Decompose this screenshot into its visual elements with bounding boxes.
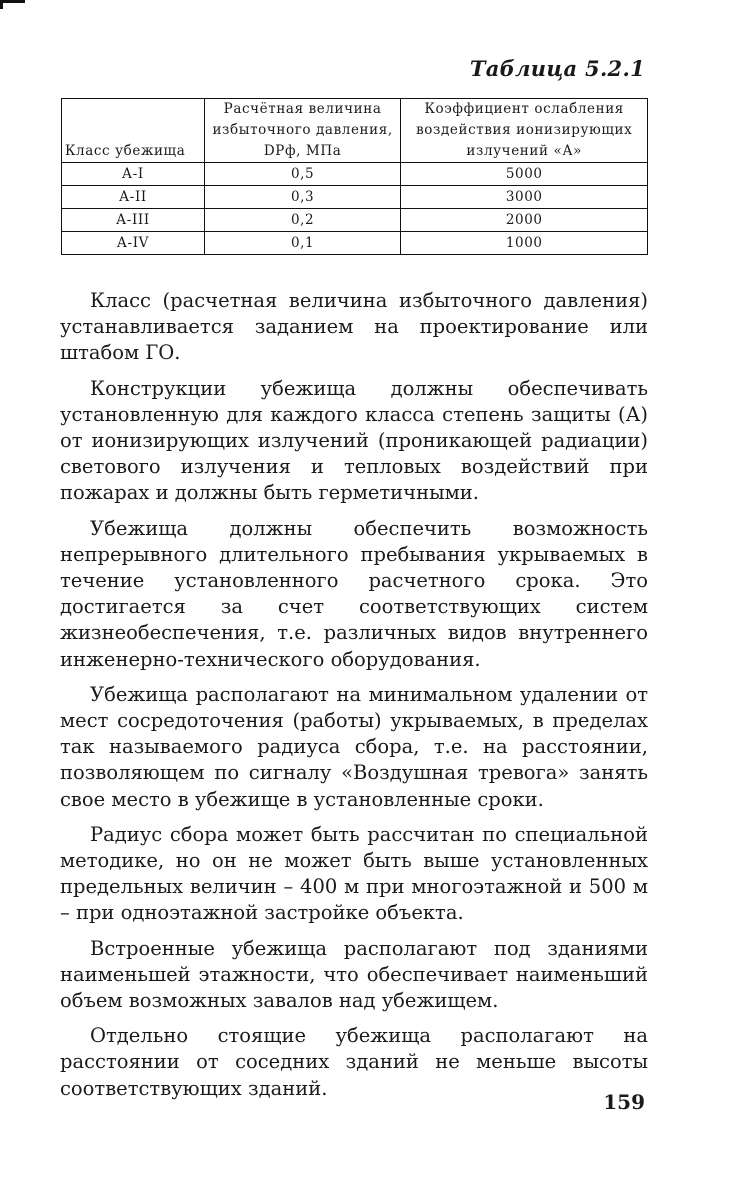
table-cell-class: А-I bbox=[62, 163, 205, 186]
table-cell-pressure: 0,5 bbox=[204, 163, 401, 186]
table-cell-class: А-III bbox=[62, 209, 205, 232]
body-text bbox=[60, 288, 648, 1111]
table-cell-pressure: 0,1 bbox=[204, 232, 401, 255]
table-row bbox=[62, 186, 648, 209]
table-cell-pressure: 0,2 bbox=[204, 209, 401, 232]
paragraph: Убежища располагают на минимальном удалении от мест сосредоточения (работы) укрываемых, в пределах так называемого радиуса сбора, т.е. на расстоянии, позволяющем по сигналу «Воздушная тревога» занять свое место в убежище в установленные сроки. bbox=[60, 682, 648, 811]
table-row bbox=[62, 163, 648, 186]
paragraph: Класс (расчетная величина избыточного давления) устанавливается заданием на проектирование или штабом ГО. bbox=[60, 289, 648, 365]
scan-corner-mark bbox=[0, 0, 25, 9]
column-header-pressure: Расчётная величина избыточного давления, DРф, МПа bbox=[204, 99, 401, 163]
table-cell-attenuation: 1000 bbox=[401, 232, 648, 255]
table-header-row bbox=[62, 99, 648, 163]
paragraph: Радиус сбора может быть рассчитан по специальной методике, но он не может быть выше установленных предельных величин – 400 м при многоэтажной и 500 м – при одноэтажной застройке объекта. bbox=[60, 822, 648, 925]
paragraph: Встроенные убежища располагают под зданиями наименьшей этажности, что обеспечивает наименьший объем возможных завалов над убежищем. bbox=[60, 936, 648, 1013]
table-caption: Таблица 5.2.1 bbox=[469, 56, 645, 81]
page-number: 159 bbox=[603, 1090, 645, 1114]
column-header-attenuation: Коэффициент ослабления воздействия ионизирующих излучений «А» bbox=[401, 99, 648, 163]
table-row bbox=[62, 209, 648, 232]
table-cell-attenuation: 5000 bbox=[401, 163, 648, 186]
table-cell-attenuation: 2000 bbox=[401, 209, 648, 232]
table-cell-attenuation: 3000 bbox=[401, 186, 648, 209]
table-cell-class: А-IV bbox=[62, 232, 205, 255]
paragraph: Конструкции убежища должны обеспечивать установленную для каждого класса степень защиты (А) от ионизирующих излучений (проникающей радиации) светового излучения и тепловых воздействий при пожарах и должны быть герметичными. bbox=[60, 376, 648, 505]
table-cell-class: А-II bbox=[62, 186, 205, 209]
paragraph: Отдельно стоящие убежища располагают на расстоянии от соседних зданий не меньше высоты соответствующих зданий. bbox=[60, 1024, 648, 1100]
paragraph: Убежища должны обеспечить возможность непрерывного длительного пребывания укрываемых в течение установленного расчетного срока. Это достигается за счет соответствующих систем жизнеобеспечения, т.е. различных видов внутреннего инженерно-технического оборудования. bbox=[60, 516, 648, 671]
table-row bbox=[62, 232, 648, 255]
column-header-class: Класс убежища bbox=[62, 99, 205, 163]
shelter-class-table bbox=[61, 98, 648, 255]
table-cell-pressure: 0,3 bbox=[204, 186, 401, 209]
